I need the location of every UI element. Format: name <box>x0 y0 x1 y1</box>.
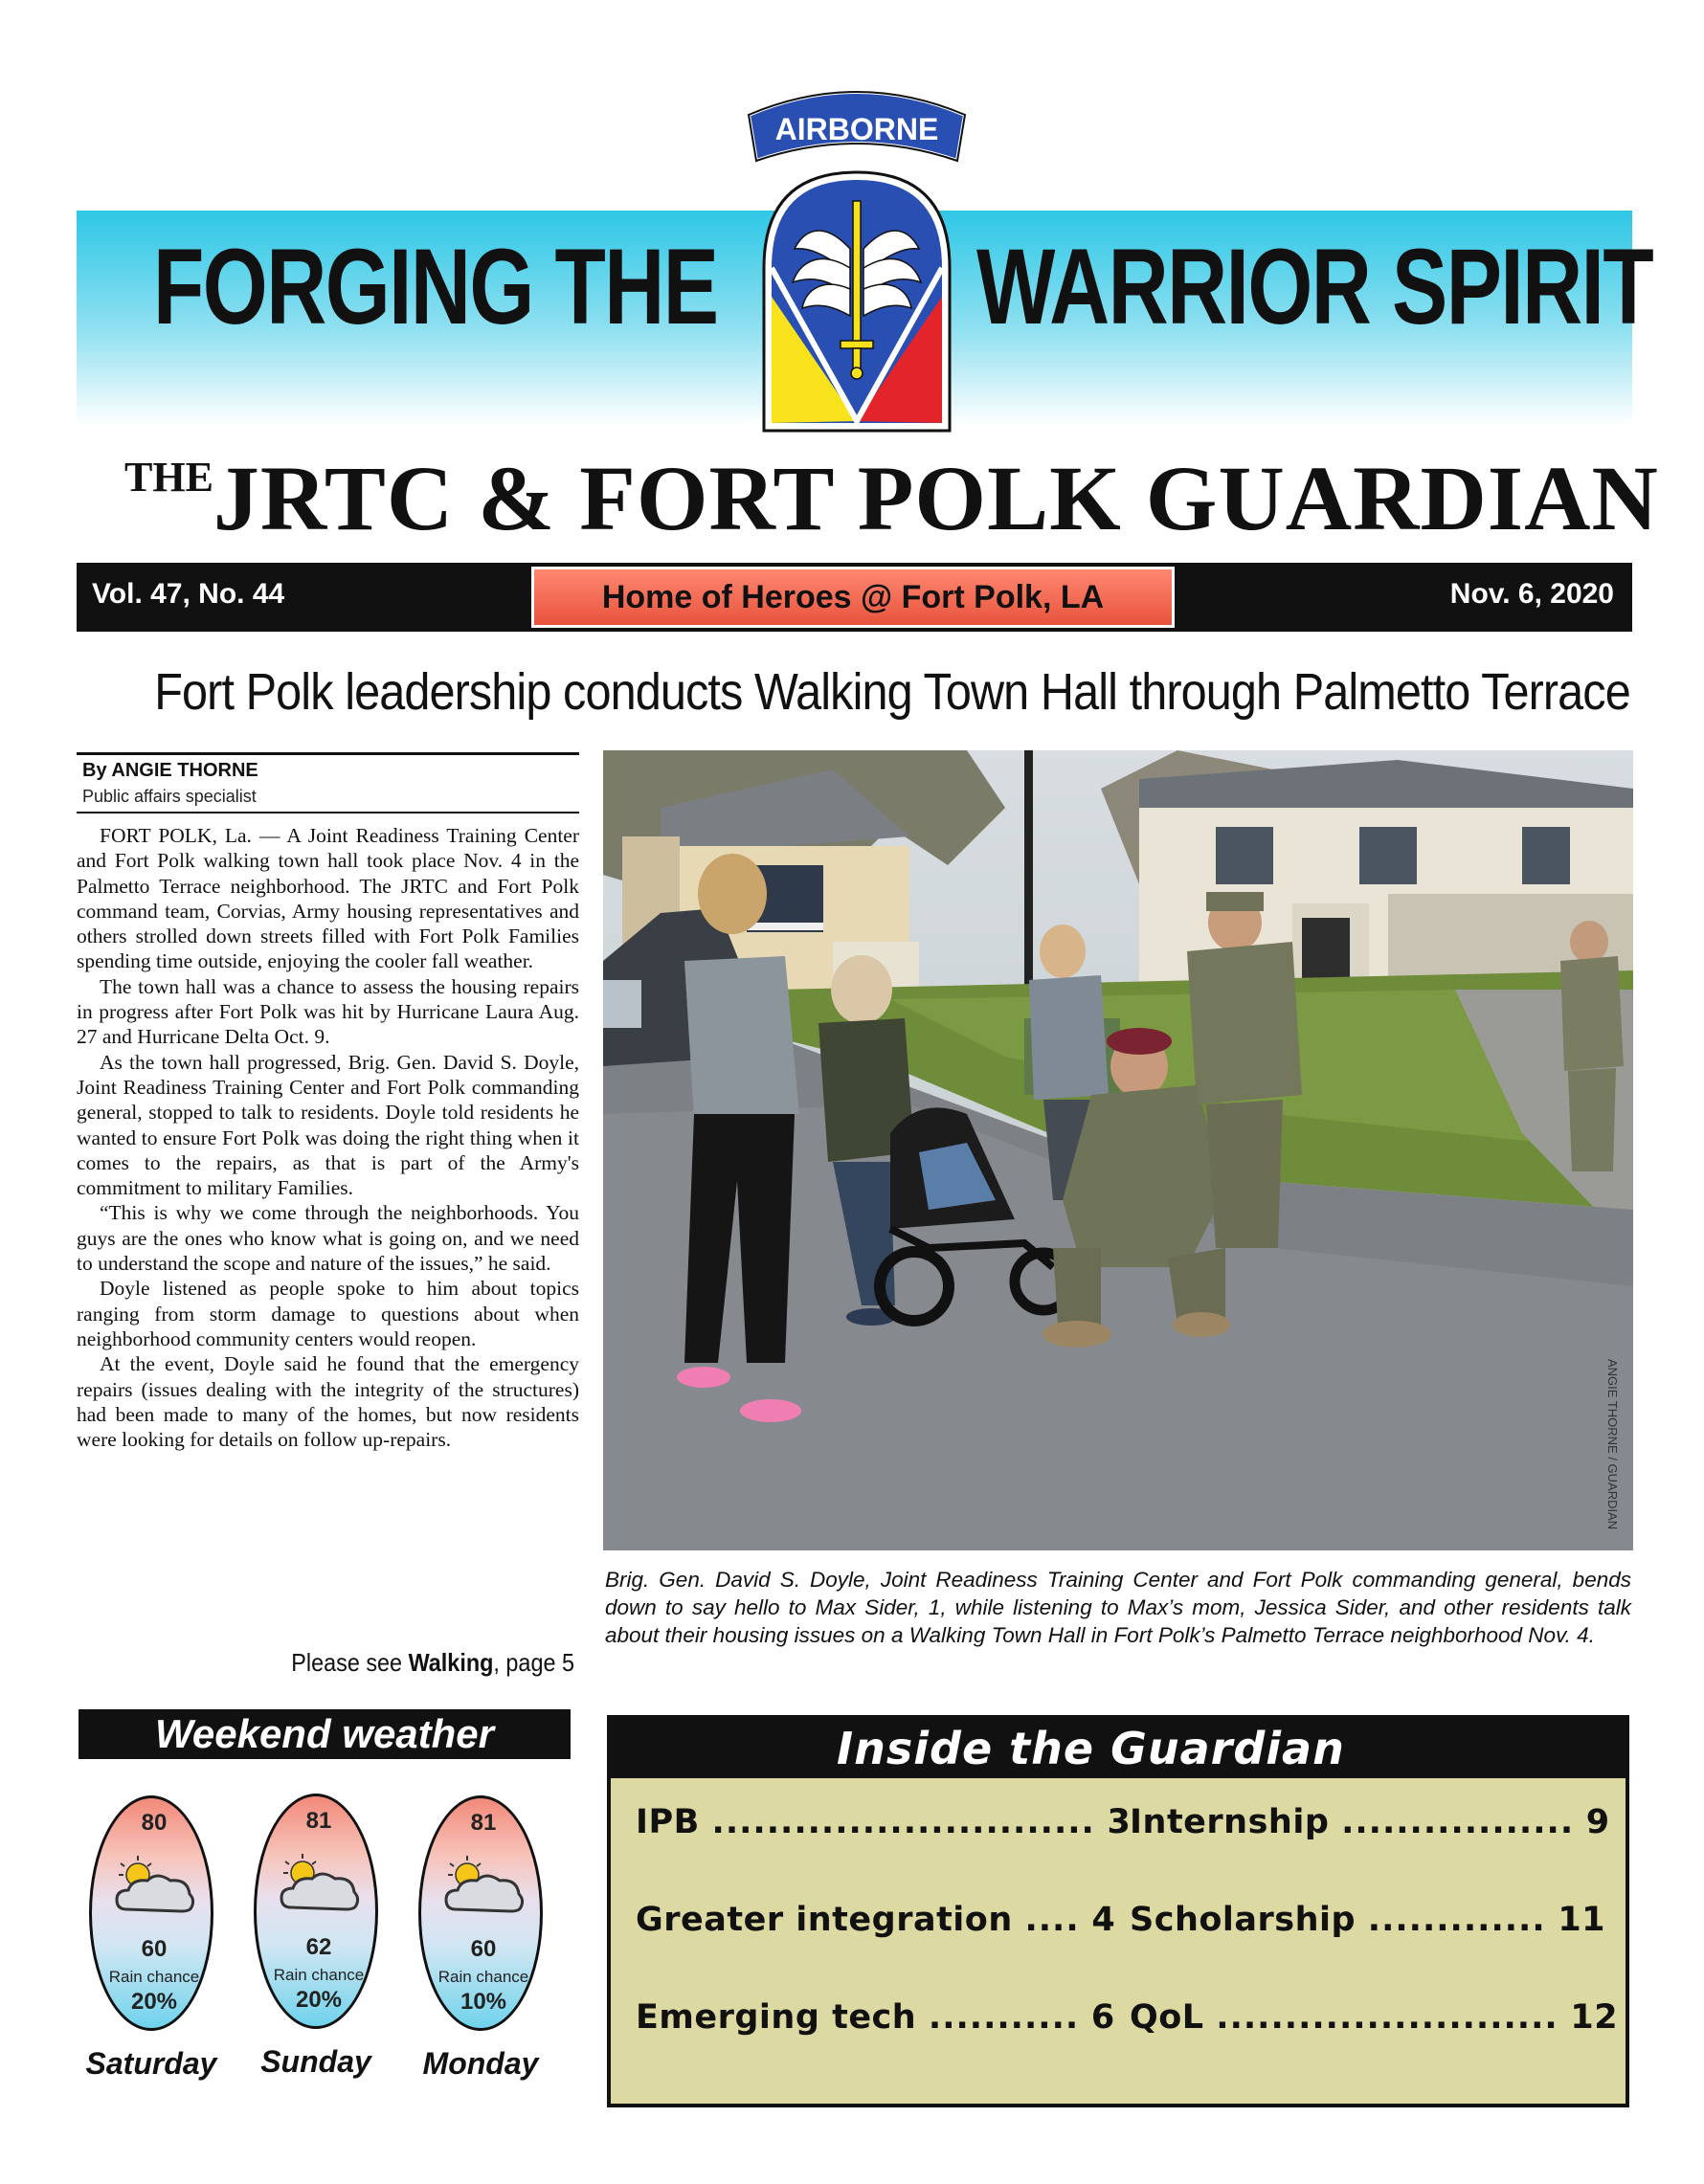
weather-oval <box>418 1795 543 2031</box>
day-name: Saturday <box>85 2046 217 2081</box>
partly-cloudy-icon <box>438 1852 528 1923</box>
toc-page: 12 <box>1570 1998 1619 2037</box>
newspaper-title <box>124 445 1659 551</box>
rain-label: Rain chance <box>273 1966 365 1984</box>
toc-dots: ............................ <box>711 1803 1095 1841</box>
toc-label: IPB <box>636 1803 700 1841</box>
toc-page: 11 <box>1558 1901 1606 1939</box>
article-paragraph: Doyle listened as people spoke to him about topics ranging from storm damage to questions about when neighborhood community centers would reopen. <box>77 1277 579 1350</box>
high-temp: 80 <box>141 1810 168 1836</box>
toc-label: QoL <box>1130 1998 1204 2037</box>
partly-cloudy-icon <box>109 1852 199 1923</box>
partly-cloudy-icon <box>274 1850 364 1921</box>
jrtc-patch-logo <box>737 77 976 440</box>
day-name: Sunday <box>260 2044 371 2079</box>
toc-item[interactable] <box>1130 1803 1610 1841</box>
jump-keyword: Walking <box>408 1648 494 1677</box>
byline-title: Public affairs specialist <box>82 787 257 806</box>
news-photo <box>603 750 1633 1550</box>
patch-tab-text: AIRBORNE <box>774 112 939 146</box>
issue-date: Nov. 6, 2020 <box>1449 578 1614 610</box>
low-temp: 60 <box>141 1936 168 1962</box>
toc-page: 6 <box>1090 1998 1115 2037</box>
article-paragraph: The town hall was a chance to assess the housing repairs in progress after Fort Polk was hit by Hurricane Laura Aug. 27 and Hurricane Delta Oct. 9. <box>77 974 579 1049</box>
high-temp: 81 <box>470 1810 497 1836</box>
title-the: THE <box>124 454 213 501</box>
rain-chance: 10% <box>460 1989 507 2015</box>
toc-dots: .... <box>1024 1901 1080 1939</box>
toc-dots: ........... <box>928 1998 1080 2037</box>
toc-item[interactable] <box>1130 1901 1605 1939</box>
byline-author: By ANGIE THORNE <box>82 760 258 781</box>
article-paragraph: As the town hall progressed, Brig. Gen. David S. Doyle, Joint Readiness Training Center and Fort Polk commanding general, stopped to talk to residents. Doyle told residents he wanted to ensure Fort Polk was doing the right thing when it comes to the repairs, as that is part of the Army's commitment to military Families. <box>77 1050 579 1200</box>
rain-chance: 20% <box>295 1987 343 2013</box>
inside-title: Inside the Guardian <box>611 1719 1626 1778</box>
low-temp: 60 <box>470 1936 497 1962</box>
toc-dots: ......................... <box>1216 1998 1558 2037</box>
headline: Fort Polk leadership conducts Walking Town Hall through Palmetto Terrace <box>154 663 1630 721</box>
weather-oval <box>254 1794 378 2029</box>
rain-label: Rain chance <box>108 1968 200 1986</box>
jump-line <box>126 1648 574 1678</box>
toc-item[interactable] <box>636 1998 1115 2037</box>
rain-chance: 20% <box>130 1989 178 2015</box>
toc-label: Internship <box>1130 1803 1330 1841</box>
byline-rule-top <box>77 752 579 755</box>
toc-item[interactable] <box>636 1901 1115 1939</box>
day-name: Monday <box>422 2046 539 2081</box>
volume-number: Vol. 47, No. 44 <box>92 578 285 610</box>
photo-caption: Brig. Gen. David S. Doyle, Joint Readiness Training Center and Fort Polk commanding general, bends down to say hello to Max Sider, 1, while listening to Max’s mom, Jessica Sider, and other residents talk about their housing issues on a Walking Town Hall in Fort Polk’s Palmetto Terrace neighborhood Nov. 4. <box>605 1568 1631 1647</box>
rain-label: Rain chance <box>437 1968 529 1986</box>
slogan-left: FORGING THE <box>153 227 718 346</box>
low-temp: 62 <box>305 1934 332 1960</box>
byline-rule-bottom <box>77 812 579 813</box>
toc-page: 3 <box>1107 1803 1132 1841</box>
jump-prefix: Please see <box>291 1648 409 1677</box>
article-paragraph: At the event, Doyle said he found that the emergency repairs (issues dealing with the integrity of the structures) had been made to many of the homes, but now residents were looking for details on follow up-repairs. <box>77 1352 579 1452</box>
jump-suffix: , page 5 <box>493 1648 574 1677</box>
weather-oval <box>89 1795 213 2031</box>
slogan-right: WARRIOR SPIRIT <box>976 227 1653 346</box>
toc-dots: ................. <box>1341 1803 1575 1841</box>
toc-page: 9 <box>1585 1803 1610 1841</box>
weather-title: Weekend weather <box>78 1709 571 1759</box>
toc-label: Scholarship <box>1130 1901 1356 1939</box>
high-temp: 81 <box>305 1808 332 1834</box>
toc-item[interactable] <box>636 1803 1131 1841</box>
article-body <box>77 823 579 1452</box>
toc-dots: ............. <box>1367 1901 1546 1939</box>
article-paragraph: “This is why we come through the neighborhoods. You guys are the ones who know what is going on, and we need to understand the scope and nature of the issues,” he said. <box>77 1201 579 1276</box>
toc-page: 4 <box>1091 1901 1116 1939</box>
article-paragraph: FORT POLK, La. — A Joint Readiness Training Center and Fort Polk walking town hall took place Nov. 4 in the Palmetto Terrace neighborhood. The JRTC and Fort Polk command team, Corvias, Army housing representatives and others strolled down streets filled with Fort Polk Families spending time outside, enjoying the cooler fall weather. <box>77 824 579 973</box>
toc-label: Greater integration <box>636 1901 1013 1939</box>
toc-item[interactable] <box>1130 1998 1618 2037</box>
tagline-box: Home of Heroes @ Fort Polk, LA <box>531 567 1175 628</box>
photo-credit: ANGIE THORNE / GUARDIAN <box>1605 1359 1620 1530</box>
title-main: JRTC & FORT POLK GUARDIAN <box>213 447 1659 549</box>
toc-label: Emerging tech <box>636 1998 917 2037</box>
